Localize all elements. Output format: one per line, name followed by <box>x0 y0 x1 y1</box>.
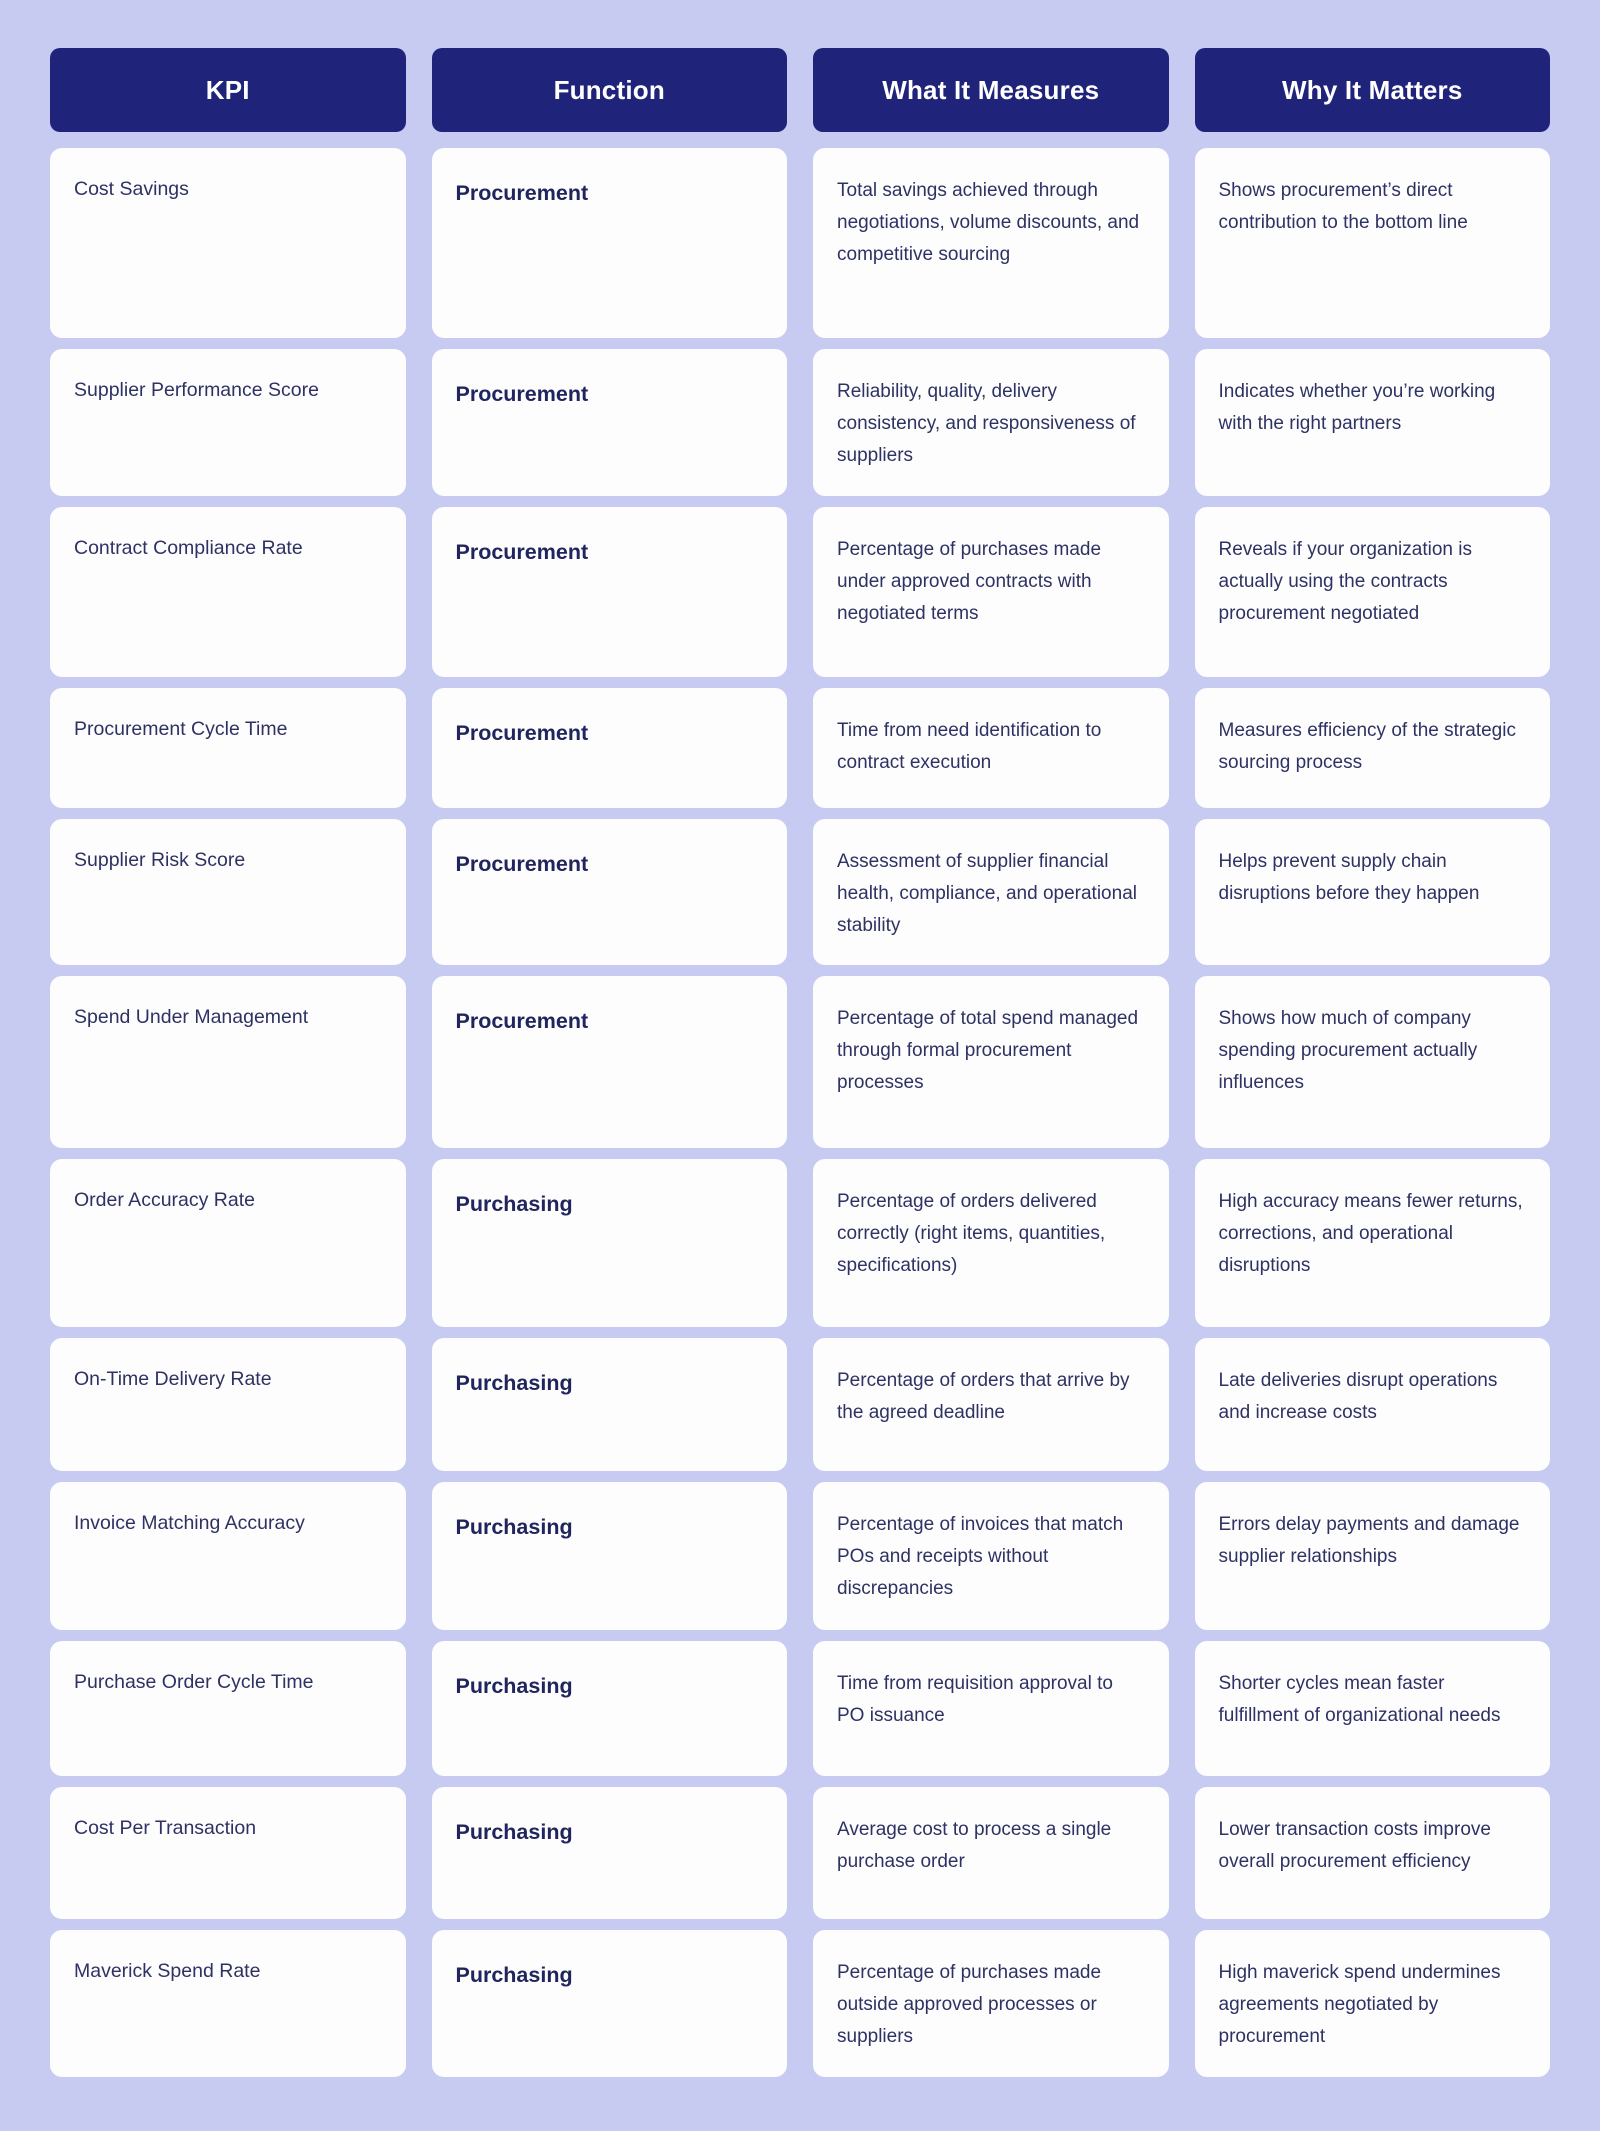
function-cell: Purchasing <box>432 1641 788 1776</box>
matters-cell: Lower transaction costs improve overall procurement efficiency <box>1195 1787 1551 1919</box>
matters-cell: Reveals if your organization is actually using the contracts procurement negotiated <box>1195 507 1551 677</box>
measures-cell: Average cost to process a single purchase order <box>813 1787 1169 1919</box>
kpi-cell: Contract Compliance Rate <box>50 507 406 677</box>
measures-cell: Percentage of purchases made outside approved processes or suppliers <box>813 1930 1169 2077</box>
function-cell: Purchasing <box>432 1338 788 1471</box>
matters-cell: Late deliveries disrupt operations and increase costs <box>1195 1338 1551 1471</box>
matters-cell: Shorter cycles mean faster fulfillment of organizational needs <box>1195 1641 1551 1776</box>
function-cell: Purchasing <box>432 1930 788 2077</box>
kpi-cell: Maverick Spend Rate <box>50 1930 406 2077</box>
matters-cell: Shows how much of company spending procurement actually influences <box>1195 976 1551 1148</box>
kpi-table <box>50 48 1550 2077</box>
measures-cell: Percentage of invoices that match POs and receipts without discrepancies <box>813 1482 1169 1630</box>
matters-cell: High maverick spend undermines agreements negotiated by procurement <box>1195 1930 1551 2077</box>
measures-cell: Percentage of orders that arrive by the agreed deadline <box>813 1338 1169 1471</box>
kpi-cell: Procurement Cycle Time <box>50 688 406 808</box>
function-cell: Procurement <box>432 976 788 1148</box>
kpi-cell: Order Accuracy Rate <box>50 1159 406 1327</box>
function-cell: Procurement <box>432 349 788 496</box>
measures-cell: Percentage of orders delivered correctly (right items, quantities, specifications) <box>813 1159 1169 1327</box>
measures-cell: Assessment of supplier financial health, compliance, and operational stability <box>813 819 1169 966</box>
kpi-cell: Invoice Matching Accuracy <box>50 1482 406 1630</box>
kpi-cell: Supplier Risk Score <box>50 819 406 966</box>
column-header-why-it-matters: Why It Matters <box>1195 48 1551 132</box>
kpi-cell: On-Time Delivery Rate <box>50 1338 406 1471</box>
measures-cell: Percentage of purchases made under approved contracts with negotiated terms <box>813 507 1169 677</box>
column-header-function: Function <box>432 48 788 132</box>
kpi-cell: Cost Savings <box>50 148 406 338</box>
kpi-cell: Purchase Order Cycle Time <box>50 1641 406 1776</box>
measures-cell: Time from need identification to contract execution <box>813 688 1169 808</box>
measures-cell: Reliability, quality, delivery consistency, and responsiveness of suppliers <box>813 349 1169 496</box>
kpi-cell: Supplier Performance Score <box>50 349 406 496</box>
matters-cell: Helps prevent supply chain disruptions before they happen <box>1195 819 1551 966</box>
measures-cell: Time from requisition approval to PO issuance <box>813 1641 1169 1776</box>
column-header-kpi: KPI <box>50 48 406 132</box>
function-cell: Procurement <box>432 507 788 677</box>
measures-cell: Percentage of total spend managed through formal procurement processes <box>813 976 1169 1148</box>
measures-cell: Total savings achieved through negotiations, volume discounts, and competitive sourcing <box>813 148 1169 338</box>
function-cell: Procurement <box>432 819 788 966</box>
column-header-what-it-measures: What It Measures <box>813 48 1169 132</box>
function-cell: Procurement <box>432 148 788 338</box>
function-cell: Procurement <box>432 688 788 808</box>
kpi-cell: Cost Per Transaction <box>50 1787 406 1919</box>
matters-cell: Errors delay payments and damage supplier relationships <box>1195 1482 1551 1630</box>
function-cell: Purchasing <box>432 1482 788 1630</box>
function-cell: Purchasing <box>432 1787 788 1919</box>
matters-cell: Measures efficiency of the strategic sourcing process <box>1195 688 1551 808</box>
function-cell: Purchasing <box>432 1159 788 1327</box>
matters-cell: High accuracy means fewer returns, corrections, and operational disruptions <box>1195 1159 1551 1327</box>
matters-cell: Shows procurement’s direct contribution to the bottom line <box>1195 148 1551 338</box>
matters-cell: Indicates whether you’re working with the right partners <box>1195 349 1551 496</box>
kpi-cell: Spend Under Management <box>50 976 406 1148</box>
